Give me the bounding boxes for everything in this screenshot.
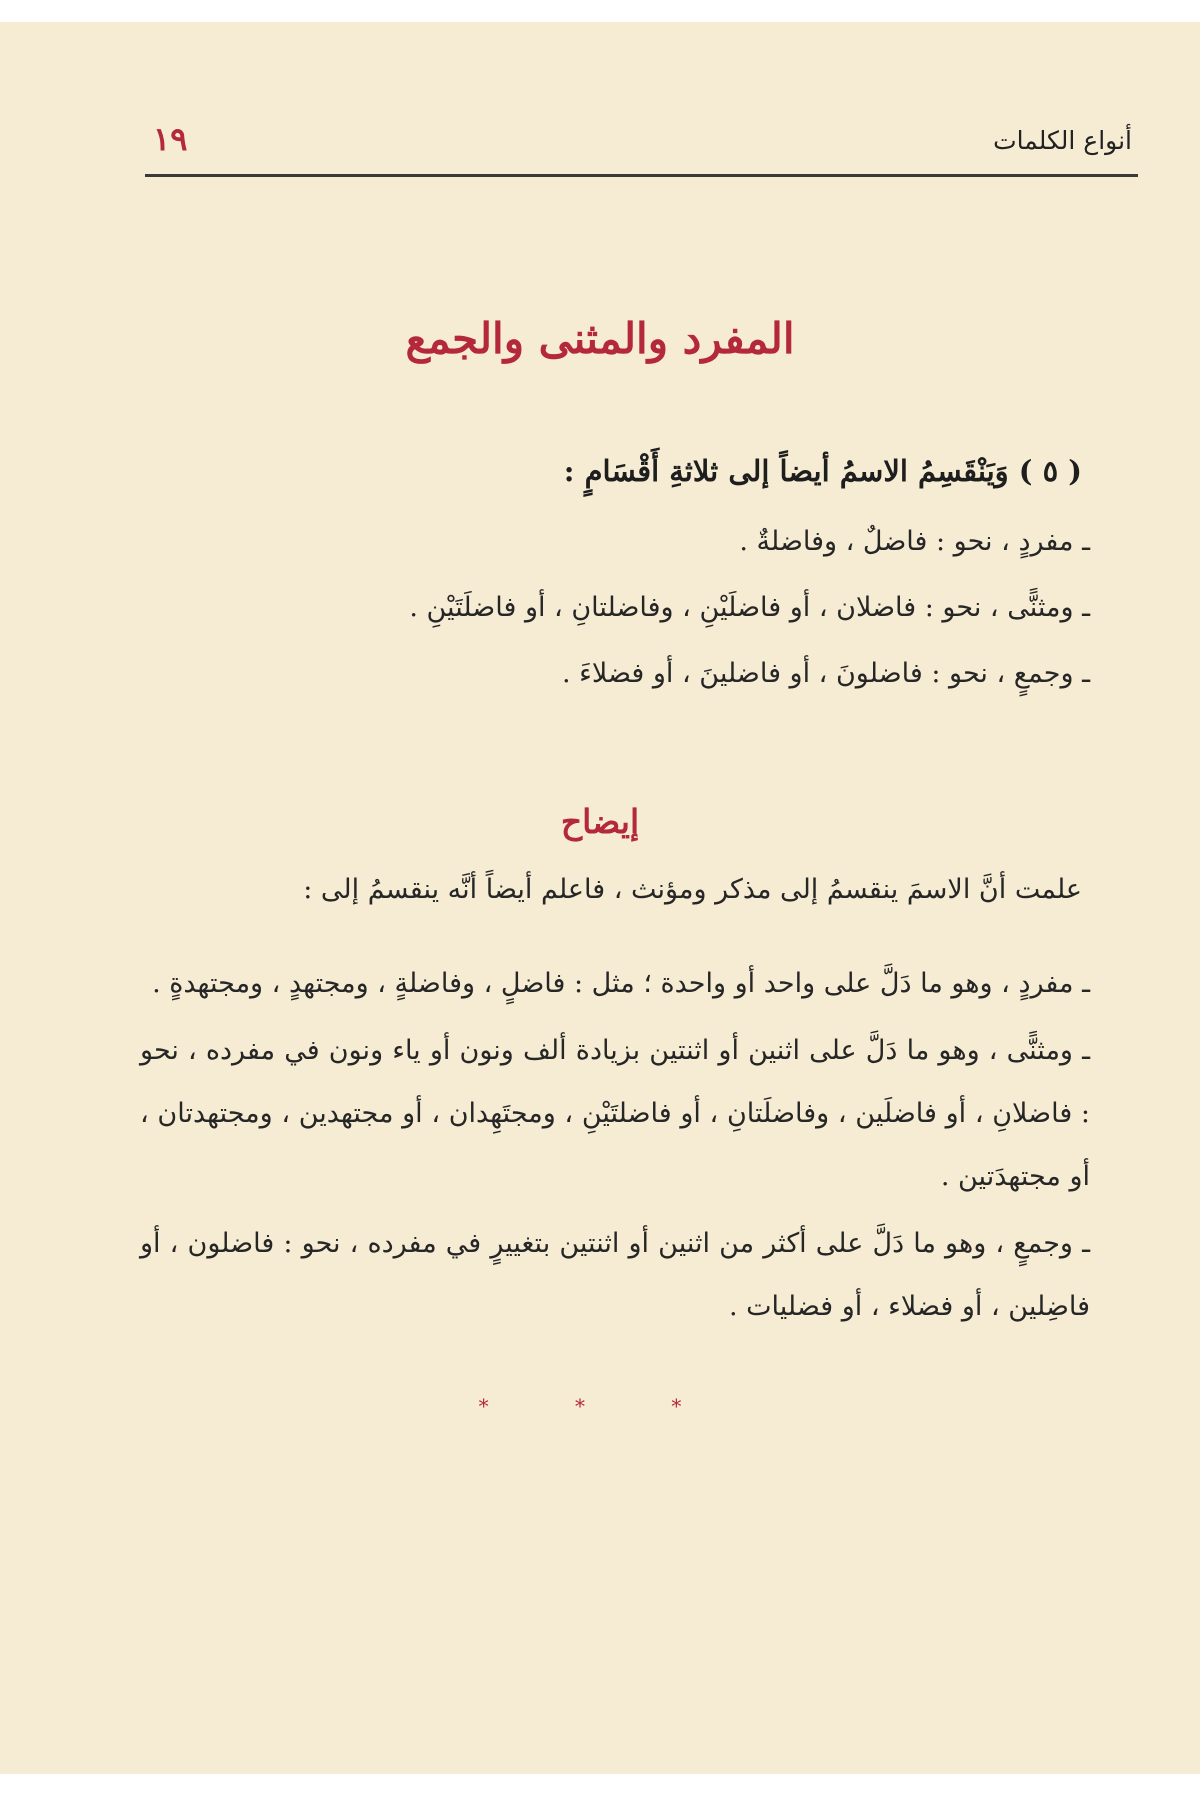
division-plural: ـ وجمعٍ ، نحو : فاضلونَ ، أو فاضلينَ ، أو فضلاءَ . [561, 658, 1090, 689]
division-dual: ـ ومثنًّى ، نحو : فاضلان ، أو فاضلَيْنِ ، وفاضلتانِ ، أو فاضلَتَيْنِ . [409, 592, 1090, 623]
explanation-heading: إيضاح [560, 802, 640, 841]
explanation-singular: ـ مفردٍ ، وهو ما دَلَّ على واحد أو واحدة ؛ مثل : فاضلٍ ، وفاضلةٍ ، ومجتهدٍ ، ومجتهدةٍ . [152, 968, 1090, 999]
page-number: ١٩ [153, 120, 188, 158]
divisions-list [100, 522, 1090, 720]
explanation-list [140, 952, 1090, 1342]
explanation-plural: ـ وجمعٍ ، وهو ما دَلَّ على أكثر من اثنين أو اثنتين بتغييرٍ في مفرده ، نحو : فاضلون ، أو فاضِلين ، أو فضلاء ، أو فضليات . [140, 1228, 1090, 1322]
explanation-intro: علمت أنَّ الاسمَ ينقسمُ إلى مذكر ومؤنث ، فاعلم أيضاً أنَّه ينقسمُ إلى : [303, 874, 1082, 905]
explanation-dual: ـ ومثنًّى ، وهو ما دَلَّ على اثنين أو اثنتين بزيادة ألف ونون أو ياء ونون في مفرده ، نحو : فاضلانِ ، أو فاضلَين ، وفاضلَتانِ ، أو فاضلتَيْنِ ، ومجتَهِدان ، أو مجتهدين ، ومجتهدتان ، أو مجتهدَتين . [140, 1035, 1090, 1192]
book-page [0, 22, 1200, 1774]
division-singular: ـ مفردٍ ، نحو : فاضلٌ ، وفاضلةٌ . [739, 526, 1090, 557]
running-title: أنواع الكلمات [993, 126, 1132, 155]
section-separator: * * * [478, 1394, 722, 1418]
page-header [145, 108, 1138, 177]
rule-statement: ( ٥ ) وَيَنْقَسِمُ الاسمُ أيضاً إلى ثلاثةِ أَقْسَامٍ : [563, 454, 1082, 488]
section-title: المفرد والمثنى والجمع [405, 314, 795, 363]
